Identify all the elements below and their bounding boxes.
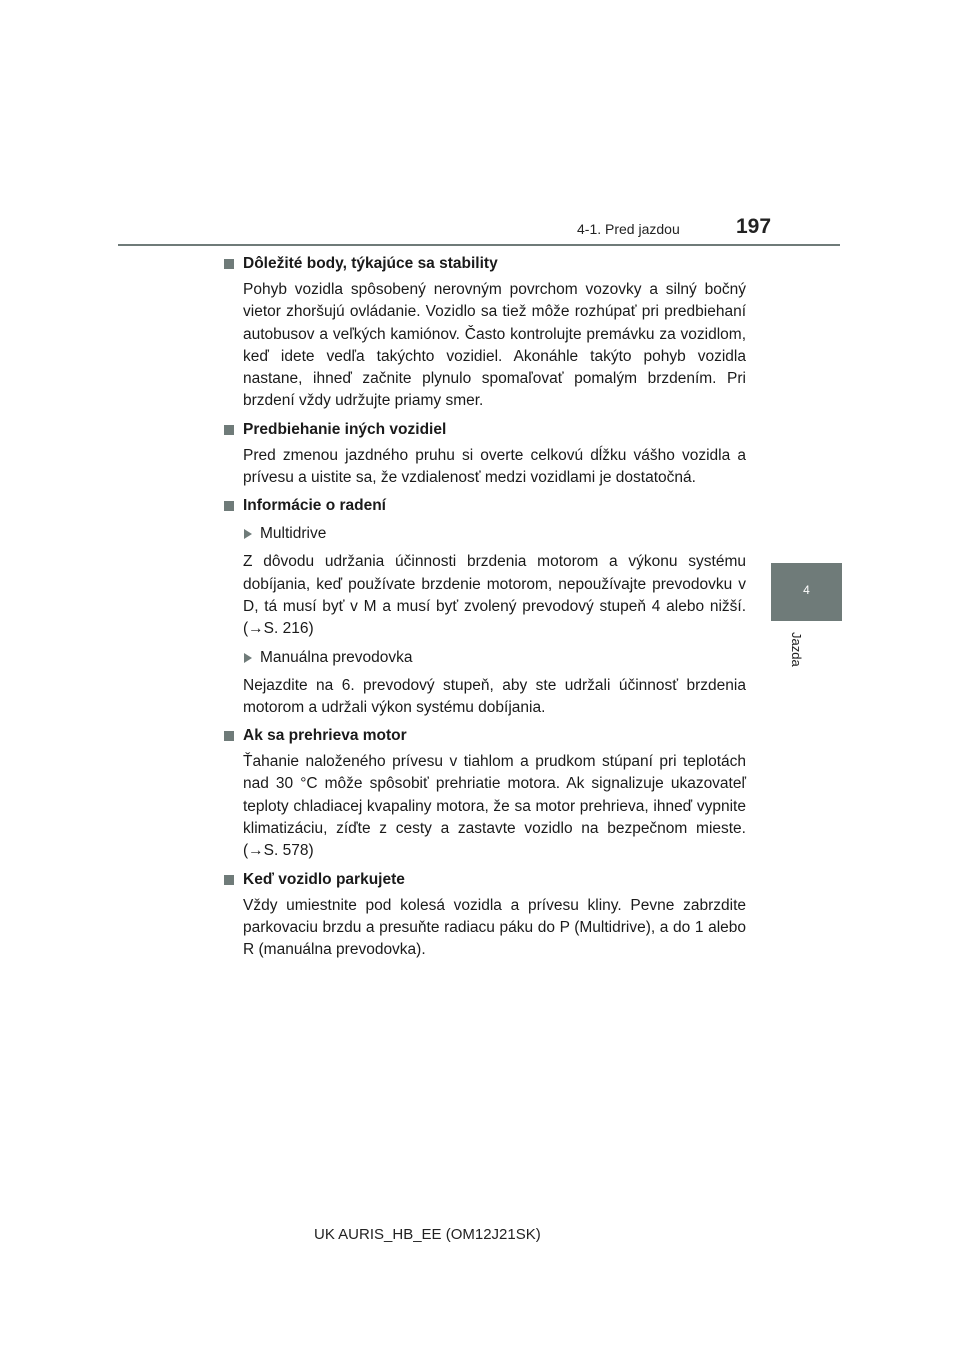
section-title: Keď vozidlo parkujete xyxy=(243,870,405,888)
chapter-label: Jazda xyxy=(789,632,804,667)
section-heading xyxy=(222,495,746,517)
section-title: Predbiehanie iných vozidiel xyxy=(243,420,447,438)
square-bullet-icon xyxy=(224,259,234,269)
subsection-label: Manuálna prevodovka xyxy=(260,648,413,666)
paragraph: Ťahanie naloženého prívesu v tiahlom a prudkom stúpaní pri teplotách nad 30 °C môže spôsobiť prehriatie motora. Ak signalizuje ukazovateľ teploty chladiacej kvapaliny motora, že sa motor prehrieva, ihneď vypnite klimatizáciu, zíďte z cesty a zastavte vozidlo na bezpečnom mieste. (→S. 578) xyxy=(243,753,746,860)
section-parking xyxy=(222,869,746,962)
paragraph: Vždy umiestnite pod kolesá vozidla a prívesu kliny. Pevne zabrzdite parkovaciu brzdu a presuňte radiacu páku do P (Multidrive), a do 1 alebo R (manuálna prevodovka). xyxy=(243,896,746,959)
square-bullet-icon xyxy=(224,425,234,435)
square-bullet-icon xyxy=(224,501,234,511)
square-bullet-icon xyxy=(224,731,234,741)
content xyxy=(222,253,746,968)
section-title: Informácie o radení xyxy=(243,497,386,515)
square-bullet-icon xyxy=(224,875,234,885)
section-overheating xyxy=(222,725,746,862)
section-heading xyxy=(222,725,746,747)
triangle-bullet-icon xyxy=(244,529,252,539)
section-heading xyxy=(222,419,746,441)
section-heading xyxy=(222,869,746,891)
chapter-number: 4 xyxy=(803,583,810,597)
section-title: Ak sa prehrieva motor xyxy=(243,727,407,745)
header-section-title: 4-1. Pred jazdou xyxy=(577,221,680,237)
page-number: 197 xyxy=(736,215,772,238)
subsection-heading xyxy=(243,647,746,669)
paragraph: Pohyb vozidla spôsobený nerovným povrchom vozovky a silný bočný vietor zhoršujú ovládanie. Vozidlo sa tiež môže rozhúpať pri predbiehaní autobusov a veľkých kamiónov. Často kontrolujte premávku za vozidlom, keď idete vedľa takýchto vozidiel. Akonáhle takýto pohyb vozidla nastane, ihneď začnite plynulo spomaľovať pomalým brzdením. Pri brzdení vždy udržujte priamy smer. xyxy=(243,281,746,410)
section-title: Dôležité body, týkajúce sa stability xyxy=(243,255,498,272)
section-shifting xyxy=(222,495,746,719)
triangle-bullet-icon xyxy=(244,653,252,663)
paragraph: Pred zmenou jazdného pruhu si overte celkovú dĺžku vášho vozidla a prívesu a uistite sa, že vzdialenosť medzi vozidlami je dostatočná. xyxy=(243,446,746,487)
header-rule xyxy=(118,244,840,246)
paragraph: Nejazdite na 6. prevodový stupeň, aby ste udržali účinnosť brzdenia motorom a udržali výkon systému dobíjania. xyxy=(243,676,746,716)
footer-code: UK AURIS_HB_EE (OM12J21SK) xyxy=(314,1226,541,1243)
chapter-tab xyxy=(771,563,842,621)
paragraph: Z dôvodu udržania účinnosti brzdenia motorom a výkonu systému dobíjania, keď používate brzdenie motorom, nepoužívajte prevodovku v D, tá musí byť v M a musí byť zvolený prevodový stupeň 4 alebo nižší. (→S. 216) xyxy=(243,553,746,638)
subsection-heading xyxy=(243,523,746,545)
section-overtaking xyxy=(222,419,746,490)
section-heading xyxy=(222,253,746,275)
subsection-label: Multidrive xyxy=(260,525,327,543)
section-stability xyxy=(222,253,746,413)
